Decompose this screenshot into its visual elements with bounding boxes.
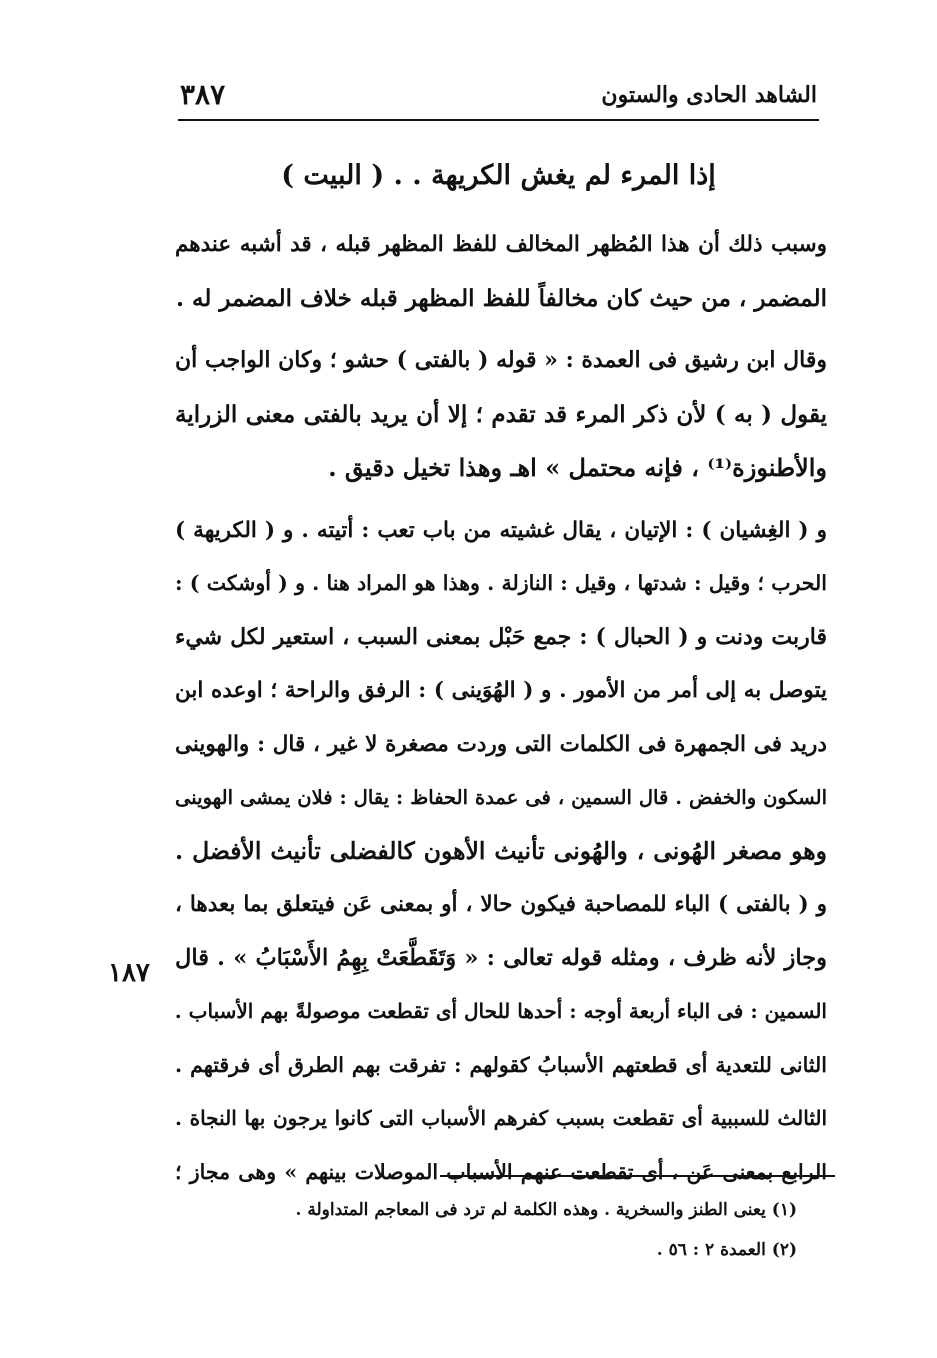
text-line: يتوصل به إلى أمر من الأمور . و ( الهُوَينى ) : الرفق والراحة ؛ اوعده ابن xyxy=(175,678,827,703)
text-line: والأطنوزة⁽¹⁾ ، فإنه محتمل » اهـ وهذا تخيل دقيق . xyxy=(328,453,827,482)
body-text xyxy=(175,218,827,1199)
text-line: الحرب ؛ وقيل : شدتها ، وقيل : النازلة . وهذا هو المراد هنا . و ( أوشكت ) : xyxy=(175,571,827,595)
text-line: دريد فى الجمهرة فى الكلمات التى وردت مصغرة لا غير ، قال : والهوينى xyxy=(175,731,827,757)
text-line: وقال ابن رشيق فى العمدة : « قوله ( بالفتى ) حشو ؛ وكان الواجب أن xyxy=(175,347,827,373)
verse-heading: إذا المرء لم يغش الكريهة . . ( البيت ) xyxy=(281,160,716,191)
footnote-rule xyxy=(440,1175,835,1177)
text-line: المضمر ، من حيث كان مخالفاً للفظ المظهر قبله خلاف المضمر له . xyxy=(176,284,827,312)
footnotes xyxy=(175,1190,797,1270)
footnote: (٢) العمدة ٢ : ٥٦ . xyxy=(656,1240,797,1260)
text-line: الثالث للسببية أى تقطعت بسبب كفرهم الأسباب التى كانوا يرجون بها النجاة . xyxy=(175,1106,827,1130)
text-line: يقول ( به ) لأن ذكر المرء قد تقدم ؛ إلا أن يريد بالفتى معنى الزراية xyxy=(175,400,827,428)
page-header xyxy=(180,78,817,118)
page-number: ٣٨٧ xyxy=(180,78,226,111)
running-title: الشاهد الحادى والستون xyxy=(601,82,817,108)
text-line: قاربت ودنت و ( الحبال ) : جمع حَبْل بمعنى السبب ، استعير لكل شيء xyxy=(175,623,827,650)
text-line: الرابع بمعنى عَن ، أى تقطعت عنهم الأسباب الموصلات بينهم » وهى مجاز ؛ xyxy=(175,1159,827,1184)
text-line: و ( بالفتى ) الباء للمصاحبة فيكون حالا ، أو بمعنى عَن فيتعلق بما بعدها ، xyxy=(175,892,827,917)
text-line: وسبب ذلك أن هذا المُظهر المخالف للفظ المظهر قبله ، قد أشبه عندهم xyxy=(175,232,827,257)
text-line: وجاز لأنه ظرف ، ومثله قوله تعالى : « وَتَقَطَّعَتْ بِهِمُ الأَسْبَابُ » . قال xyxy=(175,944,827,971)
text-line: الثانى للتعدية أى قطعتهم الأسبابُ كقولهم : تفرقت بهم الطرق أى فرقتهم . xyxy=(175,1052,827,1077)
header-rule xyxy=(178,119,819,121)
text-line: السمين : فى الباء أربعة أوجه : أحدها للحال أى تقطعت موصولةً بهم الأسباب . xyxy=(175,999,827,1023)
text-line: السكون والخفض . قال السمين ، فى عمدة الحفاظ : يقال : فلان يمشى الهوينى xyxy=(175,786,827,809)
text-line: و ( الغِشيان ) : الإتيان ، يقال غشيته من باب تعب : أتيته . و ( الكريهة ) xyxy=(175,517,827,543)
text-line: وهو مصغر الهُونى ، والهُونى تأنيث الأهون كالفضلى تأنيث الأفضل . xyxy=(175,836,827,865)
margin-page-number: ١٨٧ xyxy=(108,958,150,988)
footnote: (١) يعنى الطنز والسخرية . وهذه الكلمة لم ترد فى المعاجم المتداولة . xyxy=(295,1200,797,1220)
